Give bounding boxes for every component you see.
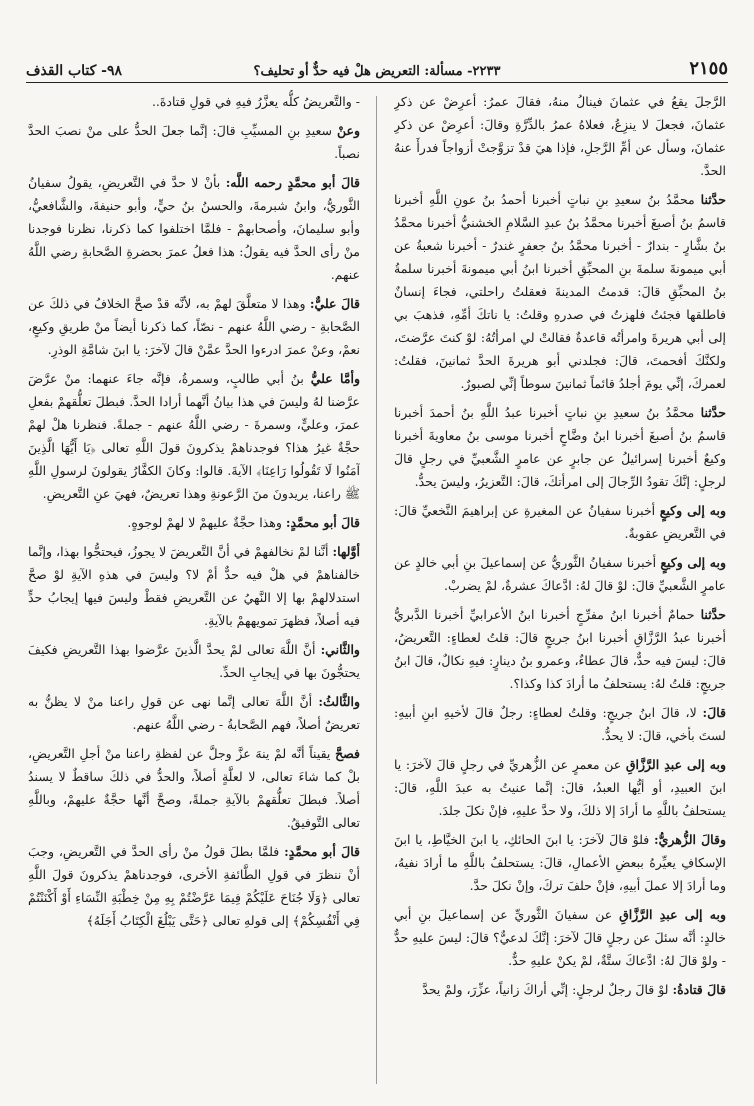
paragraph-lead: والثَّالثُ: <box>318 694 360 709</box>
paragraph-text: أخبرنا سفيانُ الثَّوريُّ عن إسماعيلَ بنِ أبي خالدٍ عن عامرٍ الشَّعبيِّ قالَ: لوْ قالَ لهُ: ادَّعاكَ عشرةٌ، لمْ يضربْ. <box>394 555 726 593</box>
paragraph <box>394 828 726 897</box>
paragraph <box>28 171 360 286</box>
paragraph-lead: وعنْ <box>337 123 360 138</box>
paragraph-text: - والتَّعريضُ كلُّه يعزَّرُ فيهِ في قولِ قتادةَ.. <box>151 94 360 109</box>
paragraph-lead: قالَ أبو محمَّدٍ: <box>285 515 360 530</box>
paragraph-text: فلمَّا بطلَ قولُ منْ رأى الحدَّ في التَّعريضِ، وجبَ أنْ ننظرَ في قولِ الطَّائفةِ الأخرى، فوجدناهمْ يذكرونَ قولَ اللَّهِ تعالى ﴿وَلَا جُنَاحَ عَلَيْكُمْ فِيمَا عَرَّضْتُمْ بِهِ مِنْ خِطْبَةِ النِّسَاءِ أَوْ أَكْنَنْتُمْ فِي أَنْفُسِكُمْ﴾ إلى قولهِ تعالى ﴿حَتَّى يَبْلُغَ الْكِتَابُ أَجَلَهُ﴾ <box>28 844 360 928</box>
paragraph-text: محمَّدُ بنُ سعيدِ بنِ نباتٍ أخبرنا عبدُ اللَّهِ بنُ أحمدَ أخبرنا قاسمُ بنُ أصبغَ أخبرنا ابنُ وضَّاحٍ أخبرنا موسى بنُ معاويةَ أخبرنا وكيعٌ أخبرنا إسرائيلُ عن جابرٍ عن عامرٍ الشَّعبيِّ في رجلٍ قالَ لرجلٍ: إنَّكَ تقودُ الرِّجالَ إلى امرأتكَ، قالَ: التَّعزيرُ، وليسَ يحدُّ. <box>394 405 726 489</box>
paragraph-lead: قالَ أبو محمَّدٍ رحمه اللَّه: <box>225 175 360 190</box>
paragraph-lead: وبه إلى عبدِ الرَّزَّاقِ <box>625 757 726 772</box>
paragraph <box>394 903 726 972</box>
paragraph <box>394 978 726 1001</box>
paragraph <box>28 367 360 505</box>
paragraph-lead: قالَ أبو محمَّدٍ: <box>284 844 360 859</box>
paragraph-text: فلوْ قالَ لآخرَ: يا ابنَ الحائكِ، يا ابنَ الخيَّاطِ، يا ابنَ الإسكافِ يعيِّرهُ ببعضِ الأعمالِ، قالَ: يستحلفُ باللَّهِ ما أرادَ نفيهُ، وما أرادَ إلا عملَ أبيهِ، فإنْ حلفَ تركَ، وإنْ نكلَ حدَّ. <box>394 832 726 893</box>
running-title: ٢٢٣٣- مسألة: التعريض هلْ فيه حدٌّ أو تحليف؟ <box>253 64 501 79</box>
running-header <box>26 56 728 83</box>
paragraph-text: يقيناً أنَّه لمْ ينهَ عزَّ وجلَّ عن لفظةِ راعنا منْ أجلِ التَّعريضِ، بلْ كما شاءَ تعالى، لا لعلَّةٍ أصلاً، والحدُّ في ذلكَ ساقطٌ لا يسندُ أصلاً. فبطلَ تعلُّقهمْ بالآيةِ جملةً، وصحَّ أنَّها حجَّةٌ عليهمْ، وباللَّهِ تعالى التَّوفيقُ. <box>28 746 360 830</box>
paragraph <box>28 292 360 361</box>
paragraph <box>394 603 726 695</box>
paragraph-lead: حدَّثنا <box>700 192 726 207</box>
paragraph-lead: وقالَ الزُّهريُّ: <box>653 832 726 847</box>
paragraph-text: الرَّجلَ يقعُ في عثمانَ فينالُ منهُ، فقالَ عمرُ: أعرِضْ عن ذكرِ عثمانَ، فجعلَ لا ينزِعُ، فعلاهُ عمرُ بالدِّرَّةِ وقالَ: أعرِضْ عن ذكرِ عثمانَ، وسأل عن أمِّ الرَّجلِ، فإذا هيَ قدْ تزوَّجتْ أزواجاً فدرأَ عنهُ الحدَّ. <box>394 94 726 178</box>
paragraph <box>28 840 360 932</box>
paragraph-text: عن معمرٍ عن الزُّهريِّ في رجلٍ قالَ لآخرَ: يا ابنَ العبيدِ، أو أيُّها العبدُ، قالَ: إنَّما عنيتُ به عبدَ اللَّهِ، قالَ: يستحلفُ باللَّهِ ما أرادَ إلا ذلكَ، ولا حدَّ عليهِ، فإنْ نكلَ جلدَ. <box>394 757 726 818</box>
paragraph <box>28 511 360 534</box>
paragraph-text: أنَّ اللَّهَ تعالى لمْ يحدَّ الَّذينَ عرَّضوا بهذا التَّعريضِ فكيفَ يحتجُّونَ بها في إيجابِ الحدِّ. <box>28 642 360 680</box>
paragraph <box>394 90 726 182</box>
paragraph-text: لوْ قالَ رجلٌ لرجلٍ: إنِّي أراكَ زانياً، عزِّرَ، ولمْ يحدَّ <box>422 982 669 997</box>
left-text-column <box>28 90 360 1090</box>
book-title: ٩٨- كتاب القذف <box>26 63 123 79</box>
right-text-column <box>394 90 726 1090</box>
paragraph-lead: فصحَّ <box>335 746 360 761</box>
paragraph <box>28 119 360 165</box>
paragraph <box>394 401 726 493</box>
paragraph <box>28 742 360 834</box>
paragraph-text: أخبرنا سفيانُ عن المغيرةِ عن إبراهيمَ النَّخعيِّ قالَ: في التَّعريضِ عقوبةٌ. <box>394 503 726 541</box>
paragraph-lead: وبه إلى وكيعٍ <box>660 555 726 570</box>
paragraph-text: بنُ أبي طالبٍ، وسمرةُ، فإنَّه جاءَ عنهما: منْ عرَّضَ عرَّضنا لهُ وليسَ في هذا بيانُ أنَّهما أرادا الحدَّ. فبطلَ تعلُّقهمْ بفعلِ عمرَ، وعليٍّ، وسمرةَ - رضي اللَّهُ عنهم - جملةً. فنظرنا هلْ لهمْ حجَّةٌ غيرُ هذا؟ فوجدناهمْ يذكرونَ قولَ اللَّهِ تعالى ﴿يَا أَيُّهَا الَّذِينَ آمَنُوا لَا تَقُولُوا رَاعِنَا﴾ الآيةَ. قالوا: وكانَ الكفَّارُ يقولونَ لرسولِ اللَّهِ ﷺ راعنا، يريدونَ منَ الرَّعونةِ وهذا تعريضٌ، فهيَ عنِ التَّعريضِ. <box>28 371 360 501</box>
column-divider <box>376 96 377 1084</box>
paragraph <box>394 499 726 545</box>
paragraph-text: عن سفيانَ الثَّوريِّ عن إسماعيلَ بنِ أبي خالدٍ: أنَّه سئلَ عن رجلٍ قالَ لآخرَ: إنَّكَ لدعيٌّ؟ قالَ: ليسَ عليهِ حدٌّ - ولوْ قالَ لهُ: ادَّعاكَ ستَّةٌ، لمْ يكنْ عليهِ حدٌّ. <box>394 907 726 968</box>
paragraph <box>394 753 726 822</box>
paragraph <box>28 90 360 113</box>
paragraph-text: سعيدِ بنِ المسيِّبِ قالَ: إنَّما جعلَ الحدُّ على منْ نصبَ الحدَّ نصباً. <box>28 123 360 161</box>
paragraph-text: بأنْ لا حدَّ في التَّعريضِ، يقولُ سفيانُ الثَّوريُّ، وابنُ شبرمةَ، والحسنُ بنُ حيٍّ، وأبو حنيفةَ، والشَّافعيُّ، وأبو سليمانَ، وأصحابهمْ - فلمَّا اختلفوا كما ذكرنا، نظرنا فوجدنا منْ رأى الحدَّ فيه يقولُ: هذا فعلُ عمرَ بحضرةِ الصَّحابةِ رضي اللَّهُ عنهم. <box>28 175 360 282</box>
paragraph-lead: والثَّاني: <box>320 642 360 657</box>
paragraph-lead: أوَّلها: <box>332 544 360 559</box>
paragraph <box>394 551 726 597</box>
paragraph-lead: حدَّثنا <box>700 405 726 420</box>
paragraph <box>28 690 360 736</box>
paragraph-lead: وأمَّا عليُّ <box>310 371 360 386</box>
paragraph-text: محمَّدُ بنُ سعيدِ بنِ نباتٍ أخبرنا أحمدُ بنُ عونِ اللَّهِ أخبرنا قاسمُ بنُ أصبغَ أخبرنا محمَّدُ بنُ عبدِ السَّلامِ الخشنيُّ أخبرنا محمَّدُ بنُ بشَّارٍ - بندارٌ - أخبرنا محمَّدُ بنُ جعفرٍ غندرٌ - أخبرنا شعبةُ عن أبي ميمونةَ سلمةَ بنِ المحبِّقِ أخبرنا ابنُ أبي ميمونةَ أخبرنا سلمةُ بنُ المحبِّقِ قالَ: قدمتُ المدينةَ فعقلتُ راحلتي، فجاءَ إنسانٌ فاطلقها فجئتُ فلهزتُ في صدرهِ وقلتُ: يا ناتكَ أمِّهِ، فذهبَ بي إلى أبي هريرةَ وامرأتُه قاعدةٌ فقالتْ لي امرأتُهُ: لوْ كنتَ عرَّضتَ، ولكنَّكَ أفحمتَ، قالَ: فجلدني أبو هريرةَ الحدَّ ثمانينَ، فقلتُ: لعمركَ، إنِّي يومَ أجلدُ قائماً ثمانينَ سوطاً إنِّي لصبورٌ. <box>394 192 726 391</box>
paragraph-lead: قالَ عليٌّ: <box>309 296 360 311</box>
paragraph-lead: قالَ: <box>702 705 726 720</box>
page-number: ٢١٥٥ <box>689 58 728 79</box>
paragraph <box>394 188 726 395</box>
paragraph-text: وهذا حجَّةٌ عليهمْ لا لهمْ لوجوهٍ. <box>127 515 282 530</box>
paragraph-lead: وبه إلى وكيعٍ <box>659 503 726 518</box>
paragraph <box>28 540 360 632</box>
paragraph-lead: حدَّثنا <box>700 607 726 622</box>
paragraph-lead: قالَ قتادةُ: <box>672 982 726 997</box>
paragraph-lead: وبه إلى عبدِ الرَّزَّاقِ <box>619 907 726 922</box>
paragraph-text: لا، قالَ ابنُ جريجٍ: وقلتُ لعطاءٍ: رجلٌ قالَ لأخيهِ ابنِ أبيهِ: لستَ بأخي، قالَ: لا يحدُّ. <box>394 705 726 743</box>
paragraph-text: أنَّ اللَّهَ تعالى إنَّما نهى عن قولِ راعنا منْ لا يظنُّ به تعريضٌ أصلاً، فهم الصَّحابةُ - رضي اللَّهُ عنهم. <box>28 694 360 732</box>
paragraph-text: حمامٌ أخبرنا ابنُ مفرِّجٍ أخبرنا ابنُ الأعرابيِّ أخبرنا الدَّبريُّ أخبرنا عبدُ الرَّزَّاقِ أخبرنا ابنُ جريجٍ قالَ: قلتُ لعطاءٍ: التَّعريضُ، قالَ: ليسَ فيه حدٌّ، قالَ عطاءٌ، وعمرو بنُ دينارٍ: فيهِ نكالٌ، قالَ ابنُ جريجٍ: قلتُ لهُ: يستحلفُ ما أرادَ كذا وكذا؟. <box>394 607 726 691</box>
paragraph-text: وهذا لا متعلَّقَ لهمْ به، لأنَّه قدْ صحَّ الخلافُ في ذلكَ عن الصَّحابةِ - رضي اللَّهُ عنهم - نصّاً، كما ذكرنا أيضاً منْ طريقِ وكيعٍ، نعمْ، وعنْ عمرَ ادرءوا الحدَّ عمَّنْ قالَ لآخرَ: يا ابنَ شامَّةِ الوذرِ. <box>28 296 360 357</box>
paragraph <box>28 638 360 684</box>
paragraph <box>394 701 726 747</box>
paragraph-text: أنَّنا لمْ نخالفهمْ في أنَّ التَّعريضَ لا يجوزُ، فيحتجُّوا بهذا، وإنَّما خالفناهمْ في هلْ فيه حدٌّ أمْ لا؟ وليسَ في هذهِ الآيةِ لوْ صحَّ استدلالهمْ بها إلا النَّهيُ عن التَّعريضِ فقطْ وليسَ فيها إيجابُ حدٍّ فيه أصلاً، فظهرَ تمويههمْ بالآيةِ. <box>28 544 360 628</box>
